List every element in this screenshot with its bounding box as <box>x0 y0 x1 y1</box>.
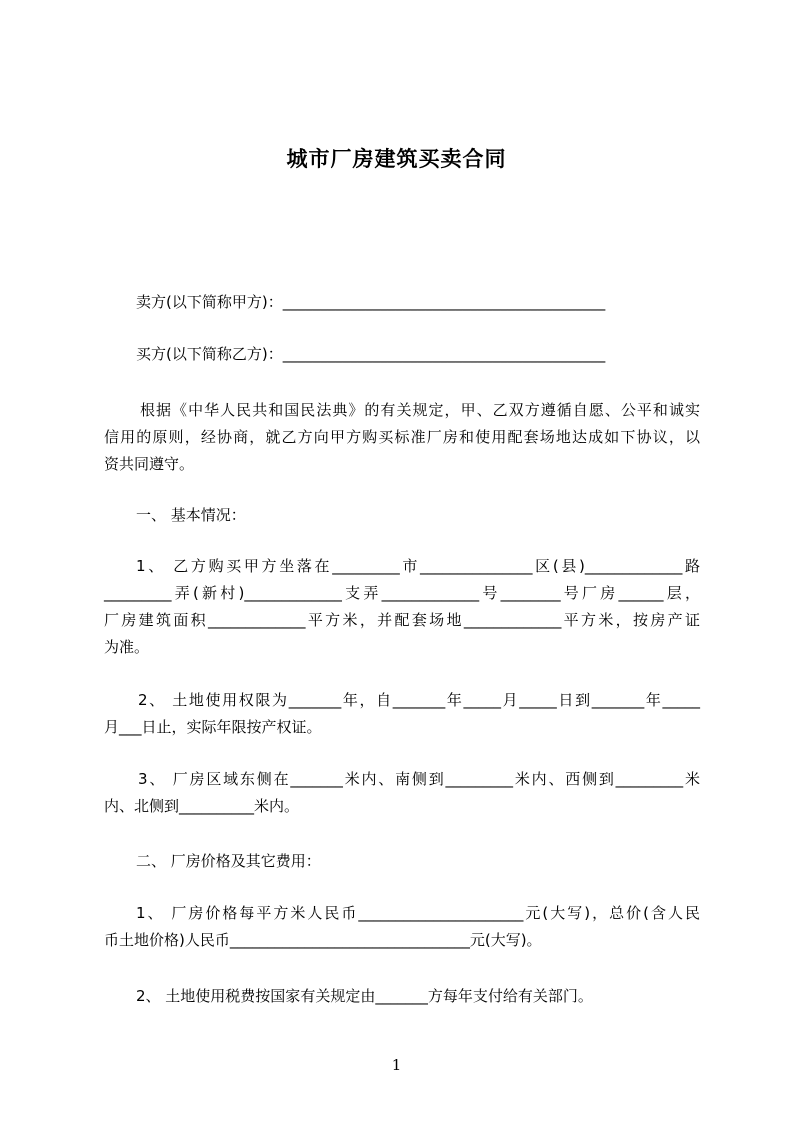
section-1-heading: 一、 基本情况： <box>136 506 246 524</box>
item-line: 月___日止，实际年限按产权证。 <box>104 718 322 736</box>
preamble-paragraph <box>104 397 700 478</box>
page-number: 1 <box>391 1056 402 1074</box>
item-line: 厂房建筑面积_____________平方米，并配套场地_____________平方米，按房产证 <box>104 611 700 629</box>
item-line: 3、 厂房区域东侧在_______米内、南侧到_________米内、西侧到_________米 <box>138 770 700 788</box>
document-title: 城市厂房建筑买卖合同 <box>286 147 507 171</box>
item-line: 1、 厂房价格每平方米人民币______________________元(大写)，总价(含人民 <box>136 904 700 922</box>
preamble-line: 资共同遵守。 <box>104 455 195 473</box>
item-line: _________弄(新村)_____________支弄_____________号________号厂房______层， <box>104 584 700 602</box>
item-line: 币土地价格)人民币________________________________元(大写)。 <box>104 931 542 949</box>
item-line: 1、 乙方购买甲方坐落在_________市_______________区(县)_____________路 <box>136 557 700 575</box>
item-1-2-paragraph <box>104 687 700 741</box>
item-line: 2、 土地使用权限为_______年，自_______年_____月_____日到_______年_____ <box>138 691 700 709</box>
section-2-heading: 二、 厂房价格及其它费用： <box>136 852 321 870</box>
preamble-line: 信用的原则，经协商，就乙方向甲方购买标准厂房和使用配套场地达成如下协议，以 <box>104 428 700 446</box>
preamble-line: 根据《中华人民共和国民法典》的有关规定，甲、乙双方遵循自愿、公平和诚实 <box>140 401 700 419</box>
seller-line: 卖方(以下简称甲方)：___________________________________________ <box>136 293 606 311</box>
item-1-1-paragraph <box>104 553 700 661</box>
item-2-2-line: 2、 土地使用税费按国家有关规定由_______方每年支付给有关部门。 <box>136 987 593 1005</box>
item-1-3-paragraph <box>104 766 700 820</box>
item-line: 内、北侧到__________米内。 <box>104 797 300 815</box>
item-2-1-paragraph <box>104 900 700 954</box>
buyer-line: 买方(以下简称乙方)：___________________________________________ <box>136 345 606 363</box>
item-line: 为准。 <box>104 638 150 656</box>
